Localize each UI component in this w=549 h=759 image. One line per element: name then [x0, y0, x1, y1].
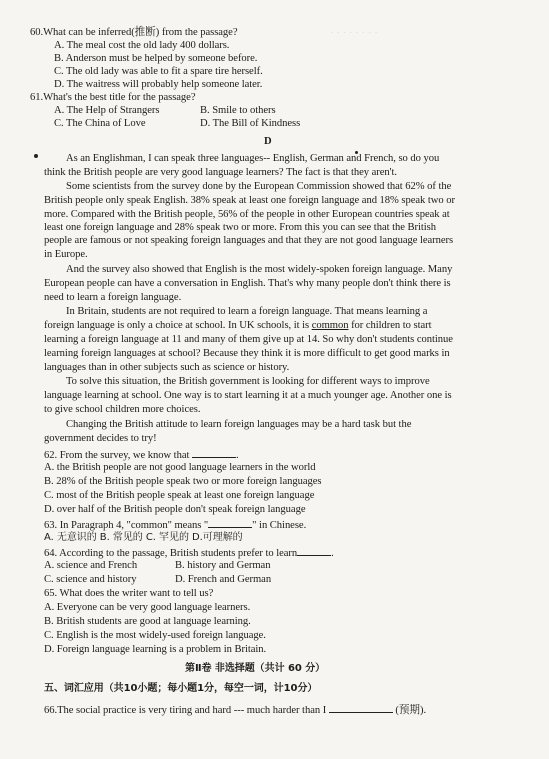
passage-line: British people only speak English. 38% speak at least one foreign language and 18% speak two or: [44, 195, 455, 206]
q60-option-b: B. Anderson must be helped by someone before.: [54, 53, 258, 64]
passage-line: learning foreign languages at school? Because they think it is more difficult to get good marks in: [44, 348, 450, 359]
q62-option-c: C. most of the British people speak at least one foreign language: [44, 490, 315, 501]
show-through-text: · · · · · · · ·: [330, 28, 378, 39]
passage-line-common: [44, 319, 432, 332]
passage-line: Some scientists from the survey done by the European Commission showed that 62% of the: [66, 181, 452, 192]
q64-option-b: B. history and German: [175, 560, 271, 571]
passage-line: languages than in other subjects such as science or history.: [44, 362, 290, 373]
passage-d-letter: D: [264, 136, 272, 147]
q63-stem-post: " in Chinese.: [252, 520, 307, 531]
passage-line: need to learn a foreign language.: [44, 292, 182, 303]
q60-option-a: A. The meal cost the old lady 400 dollars.: [54, 40, 230, 51]
answer-blank: [297, 545, 331, 556]
stray-mark: [34, 154, 38, 158]
passage-line: And the survey also showed that English is the most widely-spoken foreign language. Many: [66, 264, 453, 275]
passage-line: learning a foreign language at 11 and many of them give up at 14. So why don't students continue: [44, 334, 453, 345]
passage-line: people are famous or not speaking foreign languages and that they are not good language learners: [44, 235, 454, 246]
section5-header: 五、词汇应用（共10小题；每小题1分，每空一词，计10分）: [44, 683, 318, 694]
passage-line: language learning at school. One way is to start learning it at a much younger age. Another one is: [44, 390, 452, 401]
q65-option-a: A. Everyone can be very good language learners.: [44, 602, 251, 613]
q60-stem: 60.What can be inferred(推断) from the passage?: [30, 27, 238, 38]
q63-options: A. 无意识的 B. 常见的 C. 罕见的 D.可理解的: [44, 532, 243, 543]
q62-stem: 62. From the survey, we know that: [44, 450, 190, 461]
q63-stem-line: [44, 517, 306, 532]
passage-line: As an Englishman, I can speak three languages-- English, German and French, so do you: [66, 153, 440, 164]
answer-blank: [192, 447, 236, 458]
q64-option-d: D. French and German: [175, 574, 272, 585]
q64-stem-line: [44, 545, 334, 560]
q63-stem-pre: 63. In Paragraph 4, "common" means ": [44, 520, 209, 531]
passage-line: least one foreign language and 28% speak two or more. From this you can see that the British: [44, 222, 436, 233]
q66-stem: 66.The social practice is very tiring and hard --- much harder than I: [44, 705, 327, 716]
q64-stem-end: .: [331, 548, 334, 559]
q61-option-b: B. Smile to others: [200, 105, 276, 116]
passage-line: more. Compared with the British people, 56% of the people in other European countries speak at: [44, 209, 450, 220]
q62-stem-end: .: [235, 450, 239, 461]
q61-option-d: D. The Bill of Kindness: [200, 118, 301, 129]
q64-stem: 64. According to the passage, British students prefer to learn: [44, 548, 298, 559]
q61-option-a: A. The Help of Strangers: [54, 105, 160, 116]
q65-option-c: C. English is the most widely-used foreign language.: [44, 630, 266, 641]
q64-option-c: C. science and history: [44, 574, 137, 585]
q62-option-a: A. the British people are not good language learners in the world: [44, 462, 316, 473]
passage-line: Changing the British attitude to learn foreign languages may be a hard task but the: [66, 419, 412, 430]
passage-line: in Europe.: [44, 249, 88, 260]
part2-header: 第Ⅱ卷 非选择题（共计 60 分）: [185, 663, 326, 674]
q60-option-c: C. The old lady was able to fit a spare tire herself.: [54, 66, 263, 77]
q65-stem: 65. What does the writer want to tell us?: [44, 588, 214, 599]
q61-option-c: C. The China of Love: [54, 118, 146, 129]
q64-option-a: A. science and French: [44, 560, 138, 571]
passage-line: government decides to try!: [44, 433, 157, 444]
q62-stem-line: [44, 447, 239, 462]
q62-option-b: B. 28% of the British people speak two or more foreign languages: [44, 476, 322, 487]
passage-line: To solve this situation, the British government is looking for different ways to improve: [66, 376, 430, 387]
passage-line: European people can have a conversation in English. That's why many people don't think there is: [44, 278, 451, 289]
q65-option-b: B. British students are good at language learning.: [44, 616, 251, 627]
q62-option-d: D. over half of the British people don't speak foreign language: [44, 504, 306, 515]
answer-blank: [329, 702, 393, 713]
answer-blank: [208, 517, 252, 528]
passage-text: foreign language is only a choice at school. In UK schools, it is: [44, 320, 310, 331]
passage-line: think the British people are very good language learners? The fact is that they aren't.: [44, 167, 398, 178]
q60-option-d: D. The waitress will probably help someone later.: [54, 79, 263, 90]
underlined-word-common: common: [311, 320, 349, 331]
passage-text: for children to start: [348, 320, 432, 331]
q66-hint: (预期).: [395, 705, 427, 716]
q66-line: [44, 702, 426, 717]
q65-option-d: D. Foreign language learning is a problem in Britain.: [44, 644, 267, 655]
passage-line: to give school children more choices.: [44, 404, 201, 415]
passage-line: In Britain, students are not required to learn a foreign language. That means learning a: [66, 306, 428, 317]
q61-stem: 61.What's the best title for the passage?: [30, 92, 196, 103]
